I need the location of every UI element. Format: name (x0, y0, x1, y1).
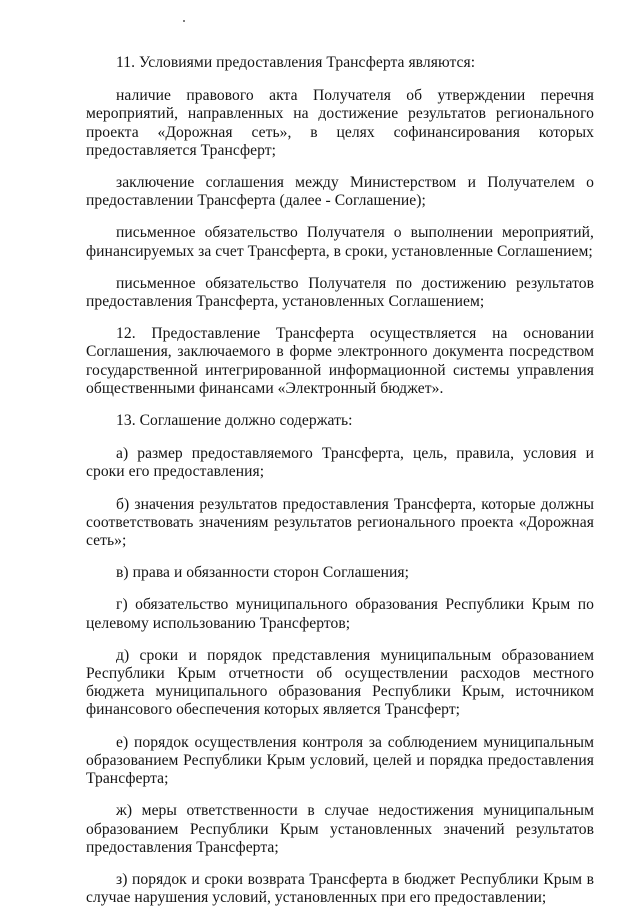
list-item-z: з) порядок и сроки возврата Трансферта в бюджет Республики Крым в случае нарушения условий, установленных при его предоставлении; (86, 870, 594, 907)
paragraph-11-title: 11. Условиями предоставления Трансферта являются: (116, 54, 476, 71)
scan-speck (183, 20, 185, 22)
document-body (86, 54, 594, 921)
list-item-g: г) обязательство муниципального образования Республики Крым по целевому использованию Трансфертов; (86, 596, 594, 632)
paragraph-condition-written-obligation-measures: письменное обязательство Получателя о выполнении мероприятий, финансируемых за счет Трансферта, в сроки, установленные Соглашением; (86, 224, 594, 260)
paragraph-condition-agreement: заключение соглашения между Министерством и Получателем о предоставлении Трансферта (далее - Соглашение); (86, 174, 594, 210)
paragraph-13-title: 13. Соглашение должно содержать: (116, 412, 353, 430)
list-item-e: е) порядок осуществления контроля за соблюдением муниципальным образованием Республики Крым условий, целей и порядка предоставления Трансферта; (86, 733, 594, 788)
paragraph-12: 12. Предоставление Трансферта осуществляется на основании Соглашения, заключаемого в форме электронного документа посредством государственной интегрированной информационной системы управления общественными финансами «Электронный бюджет». (86, 325, 594, 397)
paragraph-condition-written-obligation-results: письменное обязательство Получателя по достижению результатов предоставления Трансферта, установленных Соглашением; (86, 274, 594, 311)
list-item-d: д) сроки и порядок представления муниципальным образованием Республики Крым отчетности об осуществлении расходов местного бюджета муниципального образования Республики Крым, источником финансового обеспечения которых является Трансферт; (86, 646, 594, 719)
list-item-b: б) значения результатов предоставления Трансферта, которые должны соответствовать значениям результатов регионального проекта «Дорожная сеть»; (86, 495, 594, 550)
list-item-v: в) права и обязанности сторон Соглашения; (116, 564, 410, 582)
list-item-a: а) размер предоставляемого Трансферта, цель, правила, условия и сроки его предоставления; (86, 445, 594, 481)
list-item-zh: ж) меры ответственности в случае недостижения муниципальным образованием Республики Крым установленных значений результатов предоставления Трансферта; (86, 802, 594, 856)
paragraph-condition-legal-act: наличие правового акта Получателя об утверждении перечня мероприятий, направленных на достижение результатов регионального проекта «Дорожная сеть», в целях софинансирования которых предоставляется Трансферт; (86, 87, 594, 159)
